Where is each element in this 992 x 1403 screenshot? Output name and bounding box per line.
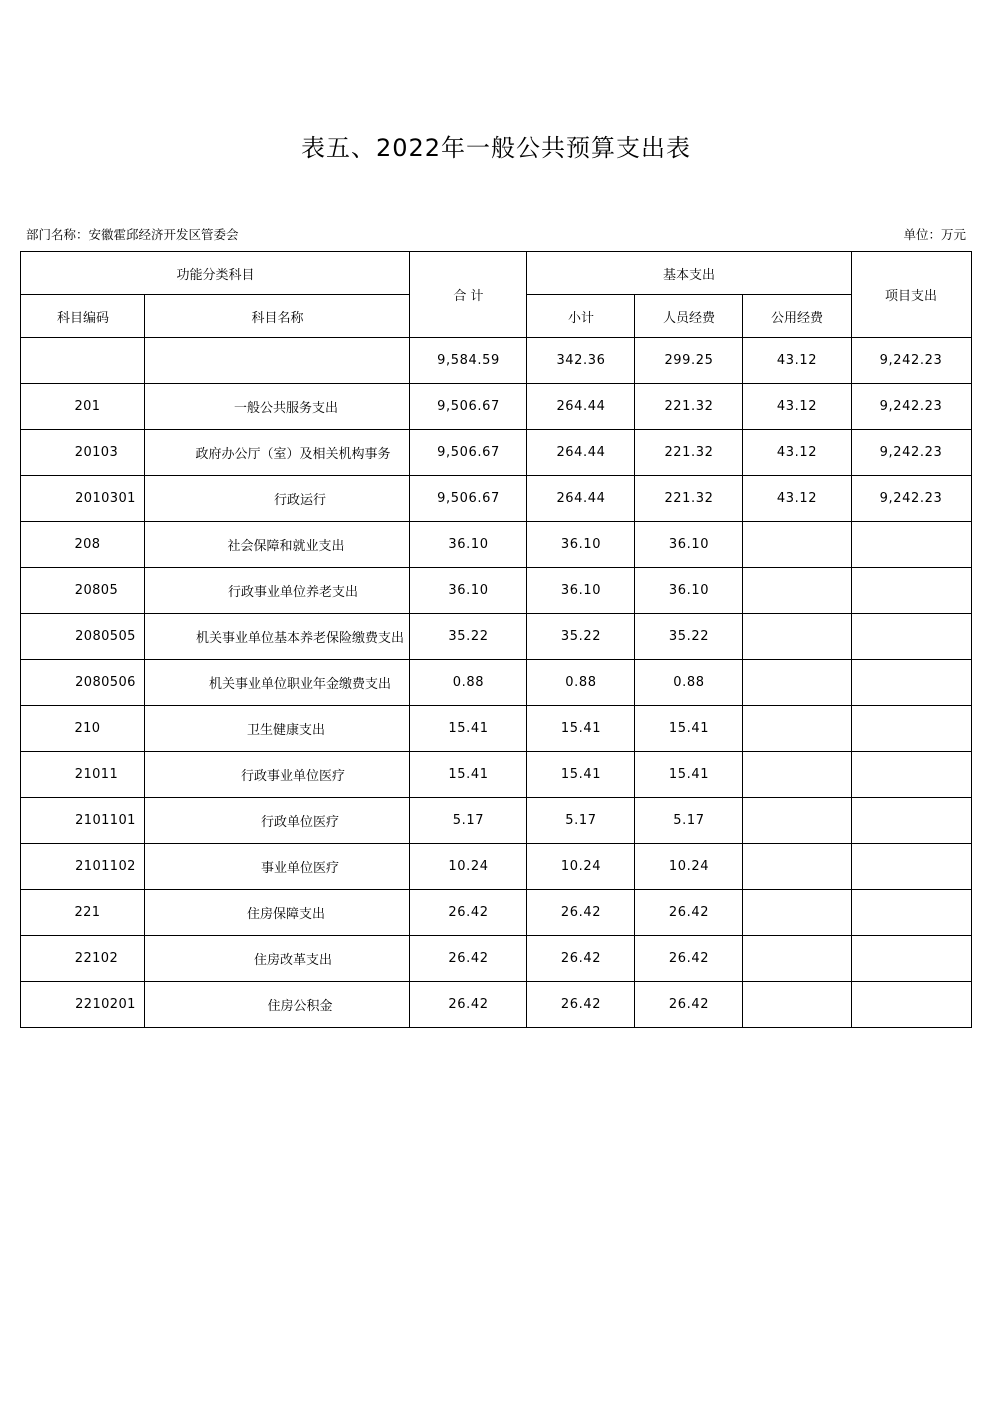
cell-code: 201 [21, 384, 145, 430]
header-personnel: 人员经费 [635, 295, 743, 338]
cell-subtotal: 5.17 [527, 798, 635, 844]
cell-project [851, 568, 971, 614]
cell-name: 卫生健康支出 [145, 706, 410, 752]
cell-total: 5.17 [410, 798, 527, 844]
header-public: 公用经费 [743, 295, 851, 338]
table-row [21, 844, 971, 890]
cell-personnel: 26.42 [635, 982, 743, 1028]
cell-total: 10.24 [410, 844, 527, 890]
cell-subtotal: 26.42 [527, 936, 635, 982]
cell-project [851, 522, 971, 568]
cell-personnel: 10.24 [635, 844, 743, 890]
cell-public [743, 798, 851, 844]
cell-personnel: 299.25 [635, 338, 743, 384]
cell-public [743, 936, 851, 982]
table-row [21, 706, 971, 752]
cell-name: 住房改革支出 [145, 936, 410, 982]
cell-subtotal: 35.22 [527, 614, 635, 660]
table-body [21, 338, 971, 1028]
cell-name: 住房保障支出 [145, 890, 410, 936]
cell-subtotal: 26.42 [527, 890, 635, 936]
cell-subtotal: 0.88 [527, 660, 635, 706]
cell-subtotal: 264.44 [527, 430, 635, 476]
cell-name: 住房公积金 [145, 982, 410, 1028]
cell-total: 36.10 [410, 568, 527, 614]
cell-project: 9,242.23 [851, 476, 971, 522]
cell-subtotal: 15.41 [527, 706, 635, 752]
table-head [21, 252, 971, 338]
cell-public: 43.12 [743, 476, 851, 522]
cell-project: 9,242.23 [851, 338, 971, 384]
cell-project [851, 660, 971, 706]
cell-code: 21011 [21, 752, 145, 798]
header-code: 科目编码 [21, 295, 145, 338]
table-row [21, 660, 971, 706]
cell-public [743, 752, 851, 798]
cell-project [851, 890, 971, 936]
cell-public: 43.12 [743, 384, 851, 430]
cell-subtotal: 342.36 [527, 338, 635, 384]
table-row [21, 936, 971, 982]
cell-code: 208 [21, 522, 145, 568]
cell-project: 9,242.23 [851, 384, 971, 430]
cell-subtotal: 10.24 [527, 844, 635, 890]
cell-code: 2210201 [21, 982, 145, 1028]
cell-code [21, 338, 145, 384]
cell-subtotal: 15.41 [527, 752, 635, 798]
cell-personnel: 221.32 [635, 384, 743, 430]
department-name: 部门名称：安徽霍邱经济开发区管委会 [26, 227, 239, 242]
cell-personnel: 221.32 [635, 430, 743, 476]
cell-total: 9,506.67 [410, 476, 527, 522]
cell-code: 20805 [21, 568, 145, 614]
cell-total: 35.22 [410, 614, 527, 660]
page-title: 表五、2022年一般公共预算支出表 [300, 134, 692, 162]
cell-personnel: 0.88 [635, 660, 743, 706]
cell-project [851, 706, 971, 752]
cell-name: 事业单位医疗 [145, 844, 410, 890]
table-row [21, 384, 971, 430]
cell-subtotal: 26.42 [527, 982, 635, 1028]
cell-project [851, 614, 971, 660]
cell-project: 9,242.23 [851, 430, 971, 476]
cell-total: 0.88 [410, 660, 527, 706]
cell-total: 26.42 [410, 936, 527, 982]
table-row [21, 798, 971, 844]
cell-total: 36.10 [410, 522, 527, 568]
cell-project [851, 798, 971, 844]
cell-name: 社会保障和就业支出 [145, 522, 410, 568]
cell-code: 2101101 [21, 798, 145, 844]
header-name: 科目名称 [145, 295, 410, 338]
cell-name: 行政事业单位医疗 [145, 752, 410, 798]
cell-public [743, 982, 851, 1028]
table-header-row-1 [21, 252, 971, 295]
cell-public [743, 890, 851, 936]
header-subtotal: 小计 [527, 295, 635, 338]
cell-subtotal: 264.44 [527, 384, 635, 430]
budget-expenditure-table [20, 251, 971, 1028]
cell-name: 政府办公厅（室）及相关机构事务 [145, 430, 410, 476]
cell-code: 22102 [21, 936, 145, 982]
cell-total: 15.41 [410, 706, 527, 752]
cell-code: 210 [21, 706, 145, 752]
cell-name: 行政运行 [145, 476, 410, 522]
cell-code: 2080505 [21, 614, 145, 660]
table-row [21, 890, 971, 936]
table-row [21, 614, 971, 660]
cell-project [851, 936, 971, 982]
cell-personnel: 221.32 [635, 476, 743, 522]
cell-name: 机关事业单位基本养老保险缴费支出 [145, 614, 410, 660]
cell-public [743, 844, 851, 890]
header-project-expenditure: 项目支出 [851, 252, 971, 338]
cell-total: 15.41 [410, 752, 527, 798]
cell-public [743, 660, 851, 706]
cell-project [851, 982, 971, 1028]
table-row [21, 522, 971, 568]
cell-personnel: 35.22 [635, 614, 743, 660]
table-row [21, 430, 971, 476]
table-row [21, 568, 971, 614]
cell-subtotal: 264.44 [527, 476, 635, 522]
cell-public [743, 706, 851, 752]
cell-subtotal: 36.10 [527, 568, 635, 614]
cell-name [145, 338, 410, 384]
unit-label: 单位：万元 [903, 227, 966, 242]
table-row [21, 982, 971, 1028]
cell-total: 9,506.67 [410, 384, 527, 430]
cell-total: 26.42 [410, 982, 527, 1028]
cell-name: 机关事业单位职业年金缴费支出 [145, 660, 410, 706]
header-basic-expenditure: 基本支出 [527, 252, 851, 295]
cell-public [743, 614, 851, 660]
cell-total: 9,584.59 [410, 338, 527, 384]
cell-project [851, 844, 971, 890]
cell-public: 43.12 [743, 430, 851, 476]
table-row [21, 338, 971, 384]
cell-code: 20103 [21, 430, 145, 476]
cell-public [743, 522, 851, 568]
cell-total: 9,506.67 [410, 430, 527, 476]
cell-personnel: 36.10 [635, 568, 743, 614]
cell-code: 2080506 [21, 660, 145, 706]
table-meta [26, 163, 966, 243]
cell-name: 行政事业单位养老支出 [145, 568, 410, 614]
cell-name: 一般公共服务支出 [145, 384, 410, 430]
cell-code: 2101102 [21, 844, 145, 890]
cell-total: 26.42 [410, 890, 527, 936]
cell-personnel: 26.42 [635, 936, 743, 982]
cell-personnel: 15.41 [635, 752, 743, 798]
cell-personnel: 5.17 [635, 798, 743, 844]
cell-personnel: 36.10 [635, 522, 743, 568]
cell-public: 43.12 [743, 338, 851, 384]
cell-public [743, 568, 851, 614]
header-total: 合 计 [410, 252, 527, 338]
cell-name: 行政单位医疗 [145, 798, 410, 844]
cell-subtotal: 36.10 [527, 522, 635, 568]
cell-personnel: 26.42 [635, 890, 743, 936]
cell-project [851, 752, 971, 798]
header-function-category: 功能分类科目 [21, 252, 410, 295]
cell-personnel: 15.41 [635, 706, 743, 752]
cell-code: 2010301 [21, 476, 145, 522]
cell-code: 221 [21, 890, 145, 936]
table-row [21, 752, 971, 798]
table-row [21, 476, 971, 522]
